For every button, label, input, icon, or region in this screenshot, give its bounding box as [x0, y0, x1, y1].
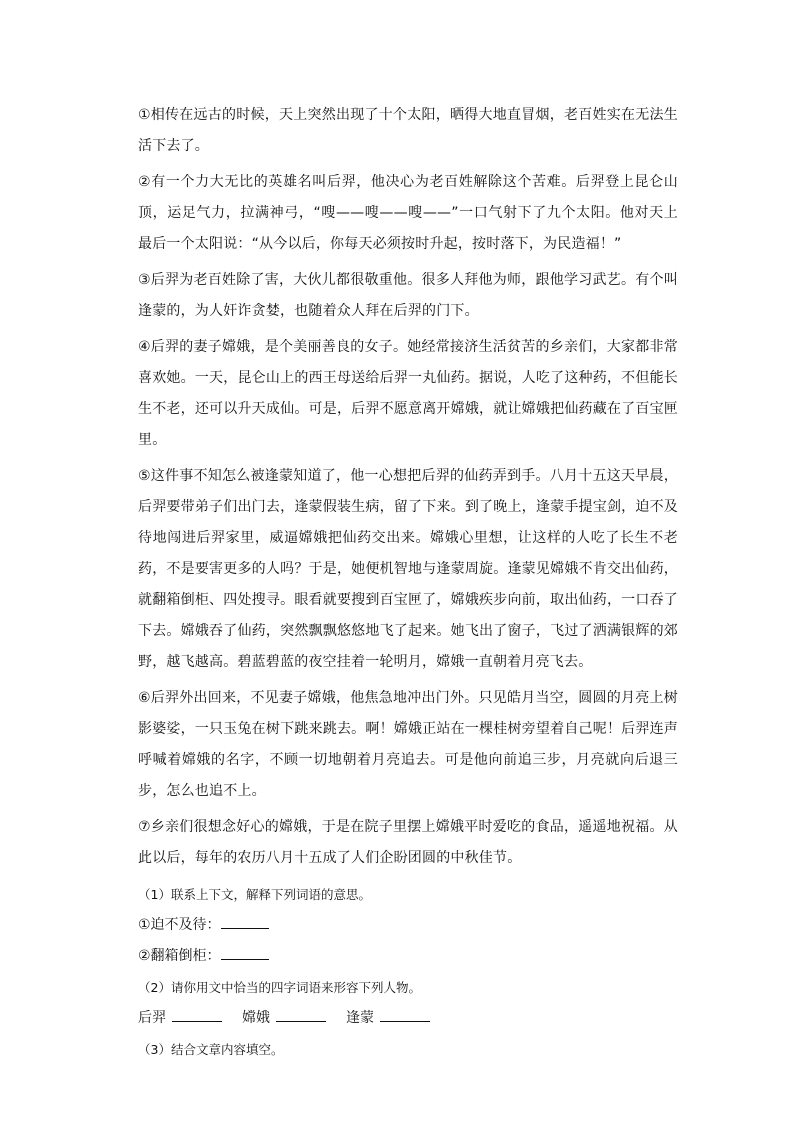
question-2-row — [138, 1003, 678, 1034]
question-1-item-1-label: ①迫不及待： — [138, 917, 221, 933]
paragraph-4: ④后羿的妻子嫦娥，是个美丽善良的女子。她经常接济生活贫苦的乡亲们，大家都非常喜欢她。一天，昆仑山上的西王母送给后羿一丸仙药。据说，人吃了这种药，不但能长生不老，还可以升天成仙。可是，后羿不愿意离开嫦娥，就让嫦娥把仙药藏在了百宝匣里。 — [138, 339, 678, 448]
answer-blank[interactable] — [221, 914, 269, 929]
question-1-item-2-label: ②翻箱倒柜： — [138, 948, 221, 964]
paragraph-6: ⑥后羿外出回来，不见妻子嫦娥，他焦急地冲出门外。只见皓月当空，圆圆的月亮上树影婆娑，一只玉兔在树下跳来跳去。啊！嫦娥正站在一棵桂树旁望着自己呢！后羿连声呼喊着嫦娥的名字，不顾一切地朝着月亮追去。可是他向前追三步，月亮就向后退三步，怎么也追不上。 — [138, 690, 678, 799]
person-name: 逢蒙 — [346, 1010, 374, 1026]
question-2-item-fengmeng — [346, 1003, 430, 1034]
question-1-title: （1）联系上下文，解释下列词语的意思。 — [138, 887, 371, 902]
answer-blank[interactable] — [276, 1007, 326, 1022]
question-1-item-2 — [138, 941, 678, 972]
answer-blank[interactable] — [380, 1007, 430, 1022]
paragraph-7: ⑦乡亲们很想念好心的嫦娥，于是在院子里摆上嫦娥平时爱吃的食品，遥遥地祝福。从此以后，每年的农历八月十五成了人们企盼团圆的中秋佳节。 — [138, 819, 678, 866]
answer-blank[interactable] — [172, 1007, 222, 1022]
question-2-title: （2）请你用文中恰当的四字词语来形容下列人物。 — [138, 980, 421, 995]
person-name: 嫦娥 — [242, 1010, 270, 1026]
paragraph-1: ①相传在远古的时候，天上突然出现了十个太阳，晒得大地直冒烟，老百姓实在无法生活下去了。 — [138, 107, 678, 154]
paragraph-5: ⑤这件事不知怎么被逢蒙知道了，他一心想把后羿的仙药弄到手。八月十五这天早晨，后羿要带弟子们出门去，逢蒙假装生病，留了下来。到了晚上，逢蒙手提宝剑，迫不及待地闯进后羿家里，威逼嫦娥把仙药交出来。嫦娥心里想，让这样的人吃了长生不老药，不是要害更多的人吗？于是，她便机智地与逢蒙周旋。逢蒙见嫦娥不肯交出仙药，就翻箱倒柜、四处搜寻。眼看就要搜到百宝匣了，嫦娥疾步向前，取出仙药，一口吞了下去。嫦娥吞了仙药，突然飘飘悠悠地飞了起来。她飞出了窗子，飞过了洒满银辉的郊野，越飞越高。碧蓝碧蓝的夜空挂着一轮明月，嫦娥一直朝着月亮飞去。 — [138, 468, 678, 670]
question-2-item-houyi — [138, 1003, 222, 1034]
question-3-title: （3）结合文章内容填空。 — [138, 1042, 284, 1057]
paragraph-3: ③后羿为老百姓除了害，大伙儿都很敬重他。很多人拜他为师，跟他学习武艺。有个叫逢蒙的，为人奸诈贪婪，也随着众人拜在后羿的门下。 — [138, 272, 678, 319]
person-name: 后羿 — [138, 1010, 166, 1026]
question-2-item-change — [242, 1003, 326, 1034]
question-1-item-1 — [138, 910, 678, 941]
paragraph-2: ②有一个力大无比的英雄名叫后羿，他决心为老百姓解除这个苦难。后羿登上昆仑山顶，运足气力，拉满神弓，“嗖——嗖——嗖——”一口气射下了九个太阳。他对天上最后一个太阳说：“从今以后，你每天必须按时升起，按时落下，为民造福！” — [138, 174, 678, 252]
answer-blank[interactable] — [221, 945, 269, 960]
document-page — [138, 100, 678, 1065]
